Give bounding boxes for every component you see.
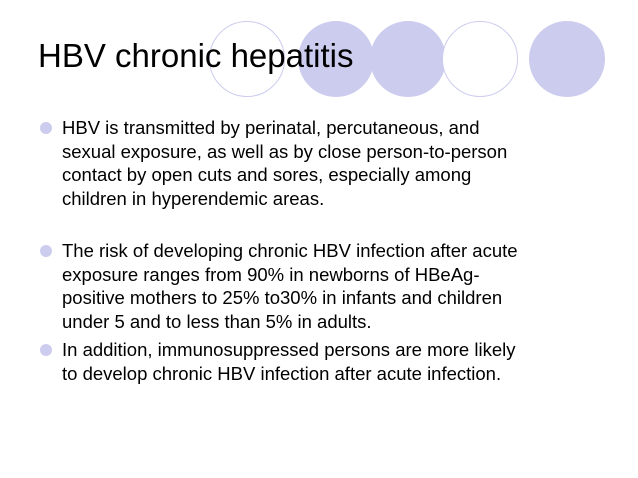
bullet-dot-icon — [40, 122, 52, 134]
bullet-text: The risk of developing chronic HBV infection after acute exposure ranges from 90% in newborns of HBeAg- positive mothers to 25% to30% in infants and children under 5 and to less than 5% in adults. — [62, 240, 518, 332]
bullet-text: HBV is transmitted by perinatal, percutaneous, and sexual exposure, as well as by close person-to-person contact by open cuts and sores, especially among children in hyperendemic areas. — [62, 117, 508, 209]
slide-title: HBV chronic hepatitis — [38, 37, 354, 74]
bullet-text: In addition, immunosuppressed persons are more likely to develop chronic HBV infection after acute infection. — [62, 339, 516, 384]
bullet-dot-icon — [40, 245, 52, 257]
bullet-dot-icon — [40, 344, 52, 356]
